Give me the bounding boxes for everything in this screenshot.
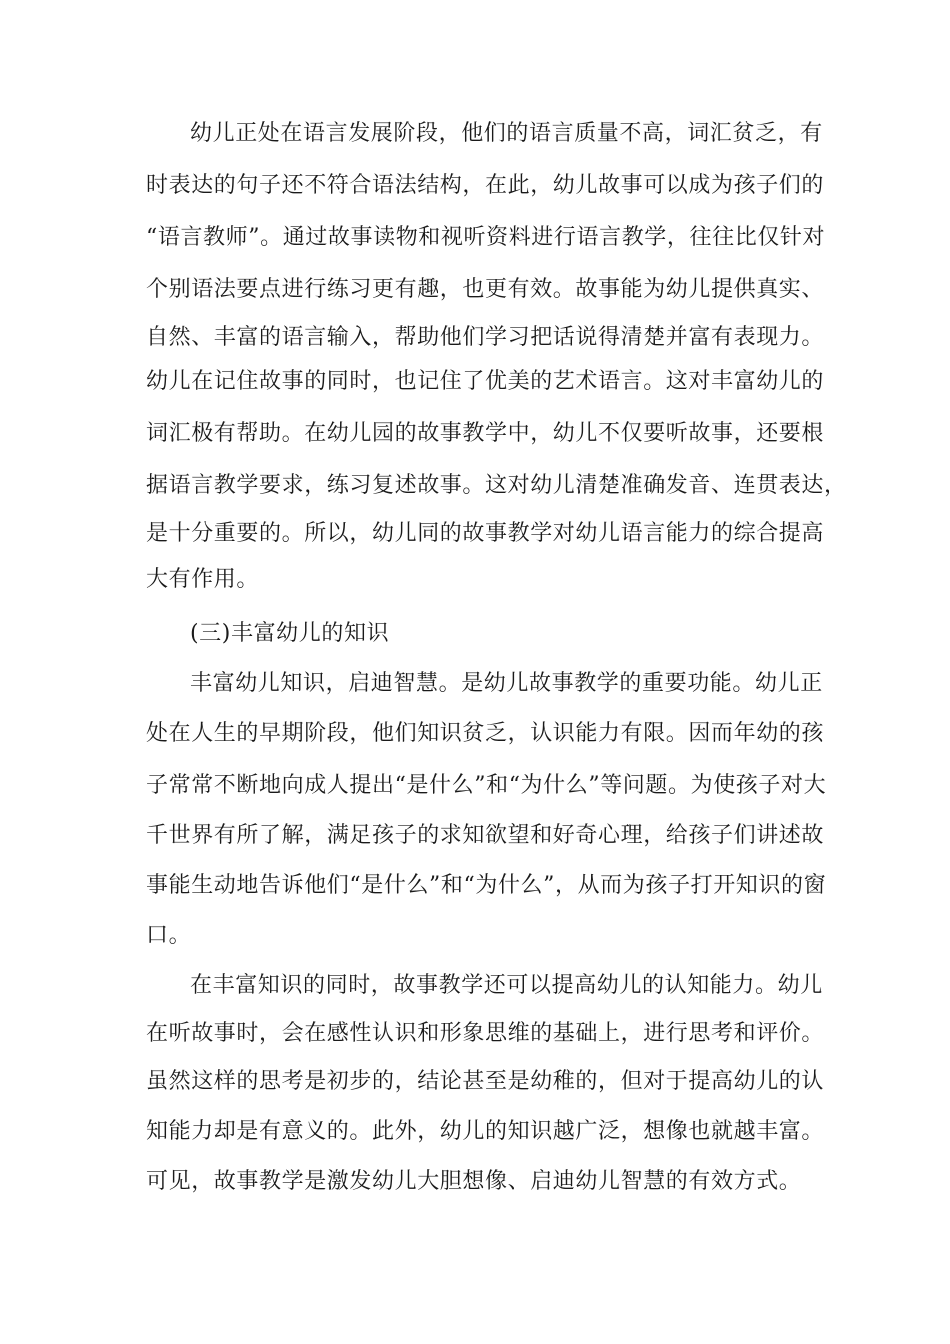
paragraph-1-line-4: 个别语法要点进行练习更有趣，也更有效。故事能为幼儿提供真实、 xyxy=(146,277,825,302)
paragraph-2-line-3: 子常常不断地向成人提出“是什么”和“为什么”等问题。为使孩子对大 xyxy=(146,773,827,798)
paragraph-2-line-6: 口。 xyxy=(146,923,192,948)
paragraph-2-line-5: 事能生动地告诉他们“是什么”和“为什么”，从而为孩子打开知识的窗 xyxy=(146,873,827,898)
paragraph-1-line-10: 大有作用。 xyxy=(146,567,260,592)
paragraph-1-line-5: 自然、丰富的语言输入，帮助他们学习把话说得清楚并富有表现力。 xyxy=(146,325,825,350)
paragraph-1-line-9: 是十分重要的。所以，幼儿同的故事教学对幼儿语言能力的综合提高 xyxy=(146,521,825,546)
paragraph-2-line-2: 处在人生的早期阶段，他们知识贫乏，认识能力有限。因而年幼的孩 xyxy=(146,721,825,746)
paragraph-1-line-8: 据语言教学要求，练习复述故事。这对幼儿清楚准确发音、连贯表达， xyxy=(146,473,847,498)
paragraph-3-line-4: 知能力却是有意义的。此外，幼儿的知识越广泛，想像也就越丰富。 xyxy=(146,1119,825,1144)
paragraph-3-line-1: 在丰富知识的同时，故事教学还可以提高幼儿的认知能力。幼儿 xyxy=(190,973,823,998)
paragraph-3-line-3: 虽然这样的思考是初步的，结论甚至是幼稚的，但对于提高幼儿的认 xyxy=(146,1069,825,1094)
paragraph-1-line-7: 词汇极有帮助。在幼儿园的故事教学中，幼儿不仅要听故事，还要根 xyxy=(146,421,825,446)
paragraph-1-line-3: “语言教师”。通过故事读物和视听资料进行语言教学，往往比仅针对 xyxy=(146,225,826,250)
paragraph-2-line-4: 千世界有所了解，满足孩子的求知欲望和好奇心理，给孩子们讲述故 xyxy=(146,823,825,848)
paragraph-3-line-5: 可见，故事教学是激发幼儿大胆想像、启迪幼儿智慧的有效方式。 xyxy=(146,1169,802,1194)
paragraph-2-line-1: 丰富幼儿知识，启迪智慧。是幼儿故事教学的重要功能。幼儿正 xyxy=(190,671,823,696)
paragraph-3-line-2: 在听故事时，会在感性认识和形象思维的基础上，进行思考和评价。 xyxy=(146,1021,825,1046)
paragraph-1-line-1: 幼儿正处在语言发展阶段，他们的语言质量不高，词汇贫乏，有 xyxy=(190,121,823,146)
section-heading: (三)丰富幼儿的知识 xyxy=(190,621,390,646)
paragraph-1-line-6: 幼儿在记住故事的同时，也记住了优美的艺术语言。这对丰富幼儿的 xyxy=(146,369,825,394)
paragraph-1-line-2: 时表达的句子还不符合语法结构，在此，幼儿故事可以成为孩子们的 xyxy=(146,173,825,198)
